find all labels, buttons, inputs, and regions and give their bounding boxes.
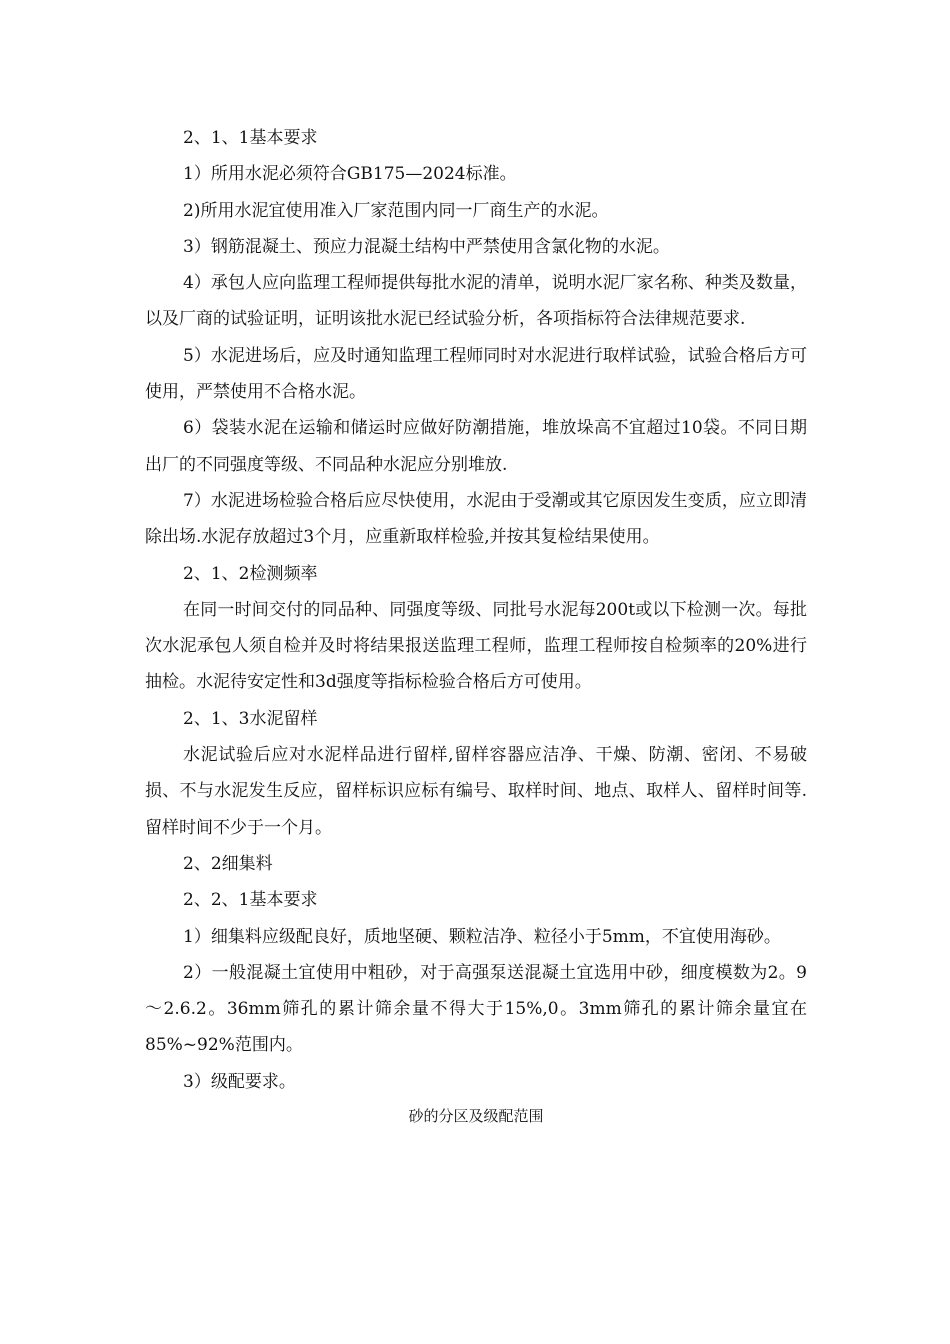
table-caption: 砂的分区及级配范围	[408, 1107, 544, 1126]
paragraph: 3）级配要求。	[183, 1071, 296, 1092]
heading-2-2: 2、2细集料	[183, 853, 273, 874]
paragraph: 3）钢筋混凝土、预应力混凝土结构中严禁使用含氯化物的水泥。	[183, 236, 670, 257]
paragraph: 4）承包人应向监理工程师提供每批水泥的清单，说明水泥厂家名称、种类及数量，以及厂商的试验证明，证明该批水泥已经试验分析，各项指标符合法律规范要求.	[145, 273, 807, 330]
heading-2-1-2: 2、1、2检测频率	[183, 563, 318, 584]
paragraph: 1）所用水泥必须符合GB175—2024标准。	[183, 164, 517, 185]
heading-2-1-1: 2、1、1基本要求	[183, 128, 318, 148]
paragraph: 水泥试验后应对水泥样品进行留样,留样容器应洁净、干燥、防潮、密闭、不易破损、不与水泥发生反应，留样标识应标有编号、取样时间、地点、取样人、留样时间等.留样时间不少于一个月。	[145, 745, 807, 838]
paragraph: 6）袋装水泥在运输和储运时应做好防潮措施，堆放垛高不宜超过10袋。不同日期出厂的不同强度等级、不同品种水泥应分别堆放.	[145, 418, 807, 475]
paragraph: 2)所用水泥宜使用准入厂家范围内同一厂商生产的水泥。	[183, 200, 609, 221]
paragraph: 1）细集料应级配良好，质地坚硬、颗粒洁净、粒径小于5mm，不宜使用海砂。	[183, 926, 781, 947]
paragraph: 7）水泥进场检验合格后应尽快使用，水泥由于受潮或其它原因发生变质，应立即清除出场.水泥存放超过3个月，应重新取样检验,并按其复检结果使用。	[145, 490, 807, 548]
heading-2-2-1: 2、2、1基本要求	[183, 890, 318, 911]
document-body	[145, 120, 807, 1132]
paragraph: 在同一时间交付的同品种、同强度等级、同批号水泥每200t或以下检测一次。每批次水泥承包人须自检并及时将结果报送监理工程师，监理工程师按自检频率的20%进行抽检。水泥待安定性和3d强度等指标检验合格后方可使用。	[145, 599, 807, 693]
paragraph: 5）水泥进场后，应及时通知监理工程师同时对水泥进行取样试验，试验合格后方可使用，严禁使用不合格水泥。	[145, 345, 807, 403]
heading-2-1-3: 2、1、3水泥留样	[183, 708, 318, 729]
paragraph: 2）一般混凝土宜使用中粗砂，对于高强泵送混凝土宜选用中砂，细度模数为2。9～2.6.2。36mm筛孔的累计筛余量不得大于15%,0。3mm筛孔的累计筛余量宜在85%~92%范围内。	[145, 962, 807, 1056]
